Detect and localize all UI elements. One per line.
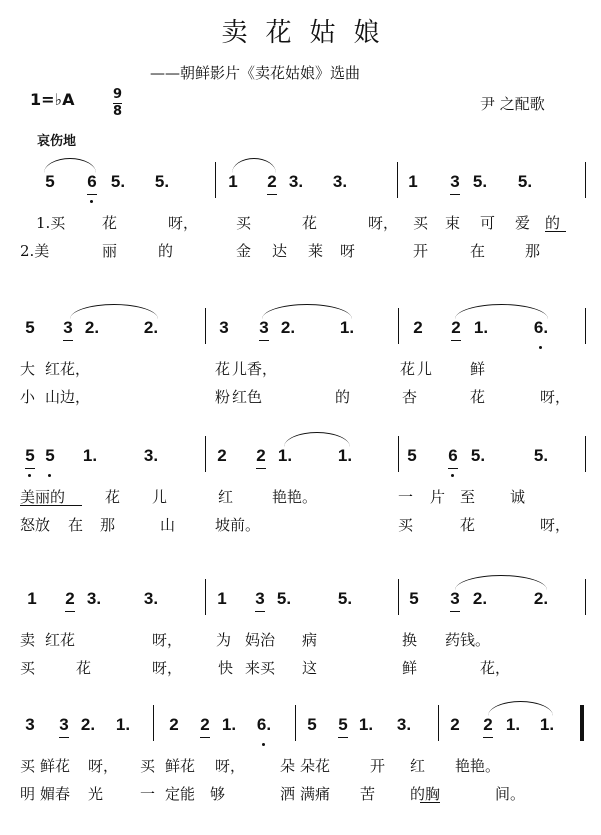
lyric-syllable: 一 [140, 785, 156, 803]
jianpu-note: 5. [276, 589, 292, 608]
lyric-syllable: 满痛 [300, 785, 331, 803]
song-title: 卖花姑娘 [221, 18, 398, 48]
jianpu-note: 3. [288, 172, 304, 191]
score-system-5 [0, 715, 601, 835]
lyric-line-1 [0, 629, 601, 651]
lyric-syllable: 呀， [368, 214, 399, 232]
lyric-syllable: 朵 [280, 757, 296, 775]
lyric-syllable: 儿 [417, 360, 433, 378]
lyric-syllable: 杏 [402, 388, 418, 406]
jianpu-note: 1. [505, 715, 521, 734]
jianpu-note: 5. [517, 172, 533, 191]
jianpu-note: 3 [56, 715, 72, 735]
bar-line [153, 705, 154, 741]
bar-line [205, 436, 206, 472]
lyric-syllable: 来买 [245, 659, 276, 677]
jianpu-note: 5 [22, 446, 38, 466]
lower-octave-dot [539, 346, 542, 349]
lyric-syllable: 丽 [102, 242, 118, 260]
jianpu-note: 1. [115, 715, 131, 734]
jianpu-note: 2 [448, 318, 464, 338]
lyric-syllable: 红色 [232, 388, 263, 406]
lyric-syllable: 那 [100, 516, 116, 534]
lyric-syllable: 呀， [540, 388, 571, 406]
jianpu-note: 5. [110, 172, 126, 191]
jianpu-note: 5 [335, 715, 351, 735]
note-row [0, 589, 601, 619]
lyric-syllable: 红 [410, 757, 426, 775]
lyric-syllable: 朵花 [300, 757, 331, 775]
lyric-syllable: 为 [216, 631, 232, 649]
jianpu-note: 5. [470, 446, 486, 465]
slur [262, 304, 352, 319]
lyric-line-2 [0, 514, 601, 536]
jianpu-note: 5 [42, 446, 58, 466]
lyric-syllable: 一 [398, 488, 414, 506]
lyric-syllable: 花 [460, 516, 476, 534]
lyric-syllable: 花 [76, 659, 92, 677]
lyric-syllable: 爱 [515, 214, 531, 232]
lyric-syllable: 卖 [20, 631, 36, 649]
lyric-syllable: 儿 [152, 488, 168, 506]
jianpu-note: 2 [217, 446, 227, 465]
lower-octave-dot [262, 743, 265, 746]
jianpu-note: 5. [533, 446, 549, 465]
bar-line [205, 579, 206, 615]
jianpu-note: 2. [280, 318, 296, 337]
lyric-line-1 [0, 212, 601, 234]
lyric-underline [545, 231, 566, 232]
jianpu-note: 1. [473, 318, 489, 337]
jianpu-note: 5 [45, 172, 55, 191]
note-row [0, 715, 601, 745]
note-row [0, 446, 601, 476]
bar-line [215, 162, 216, 198]
lyric-syllable: 小 [20, 388, 36, 406]
note-underline [483, 737, 493, 738]
jianpu-note: 2 [197, 715, 213, 735]
lyric-syllable: 呀， [88, 757, 119, 775]
jianpu-note: 2 [169, 715, 179, 734]
jianpu-note: 3 [447, 172, 463, 192]
jianpu-note: 2. [84, 318, 100, 337]
lyric-syllable: 定能 [165, 785, 196, 803]
lyric-syllable: 开 [370, 757, 386, 775]
note-underline [256, 468, 266, 469]
tempo-marking: 哀伤地 [37, 134, 77, 149]
bar-line [585, 436, 586, 472]
bar-line [398, 579, 399, 615]
lyric-syllable: 在 [470, 242, 486, 260]
bar-line [580, 705, 584, 741]
lyric-line-2 [0, 657, 601, 679]
lyric-syllable: 妈治 [245, 631, 276, 649]
note-underline [59, 737, 69, 738]
lyric-syllable: 2.美 [20, 242, 50, 260]
jianpu-note: 3. [143, 446, 159, 465]
lyric-syllable: 在 [68, 516, 84, 534]
lyric-syllable: 够 [210, 785, 226, 803]
score-system-3 [0, 446, 601, 566]
lyric-line-2 [0, 386, 601, 408]
lyric-syllable: 的 [335, 388, 351, 406]
arranger-credit: 尹 之配歌 [480, 95, 545, 113]
bar-line [397, 162, 398, 198]
lyric-line-1 [0, 486, 601, 508]
lyric-syllable: 药钱。 [445, 631, 491, 649]
lyric-syllable: 的 [158, 242, 174, 260]
note-underline [267, 194, 277, 195]
slur [44, 158, 96, 173]
jianpu-note: 3 [256, 318, 272, 338]
jianpu-note: 3. [86, 589, 102, 608]
jianpu-note: 1. [82, 446, 98, 465]
lyric-syllable: 红花， [45, 360, 91, 378]
lyric-syllable: 鲜花 [40, 757, 71, 775]
jianpu-note: 2. [80, 715, 96, 734]
lyric-syllable: 莱 [308, 242, 324, 260]
lyric-syllable: 怒放 [20, 516, 51, 534]
lyric-syllable: 1.买 [36, 214, 66, 232]
lyric-line-1 [0, 755, 601, 777]
jianpu-note: 6 [445, 446, 461, 466]
score-system-1 [0, 172, 601, 292]
meter-top: 9 [113, 87, 123, 102]
lyric-syllable: 花 [302, 214, 318, 232]
lyric-line-2 [0, 783, 601, 805]
lyric-syllable: 儿香， [232, 360, 278, 378]
lyric-syllable: 鲜 [402, 659, 418, 677]
lyric-line-2 [0, 240, 601, 262]
jianpu-note: 1. [358, 715, 374, 734]
jianpu-note: 5 [407, 446, 417, 465]
slur [70, 304, 158, 319]
jianpu-note: 3. [396, 715, 412, 734]
bar-line [585, 579, 586, 615]
lyric-line-1 [0, 358, 601, 380]
key-signature: 1=♭A [30, 90, 75, 109]
jianpu-note: 2. [533, 589, 549, 608]
note-underline [448, 468, 458, 469]
lyric-syllable: 鲜 [470, 360, 486, 378]
lyric-syllable: 买 [20, 659, 36, 677]
jianpu-note: 2 [253, 446, 269, 466]
lyric-syllable: 呀， [152, 659, 183, 677]
lyric-syllable: 的 [545, 214, 561, 232]
lyric-syllable: 呀， [215, 757, 246, 775]
jianpu-note: 3 [25, 715, 35, 734]
jianpu-note: 5. [337, 589, 353, 608]
note-underline [63, 340, 73, 341]
lyric-syllable: 间。 [495, 785, 526, 803]
lyric-syllable: 花 [102, 214, 118, 232]
jianpu-note: 2 [264, 172, 280, 192]
lyric-syllable: 明 [20, 785, 36, 803]
score-system-2 [0, 318, 601, 438]
lyric-syllable: 红 [218, 488, 234, 506]
jianpu-note: 3 [252, 589, 268, 609]
lyric-syllable: 呀， [168, 214, 199, 232]
jianpu-note: 6 [84, 172, 100, 192]
lower-octave-dot [451, 474, 454, 477]
lyric-syllable: 美丽的 [20, 488, 66, 506]
lower-octave-dot [90, 200, 93, 203]
lyric-syllable: 花 [105, 488, 121, 506]
jianpu-note: 1. [339, 318, 355, 337]
lyric-syllable: 呀， [152, 631, 183, 649]
note-underline [259, 340, 269, 341]
note-underline [25, 468, 35, 469]
lyric-syllable: 鲜花 [165, 757, 196, 775]
lyric-syllable: 买 [140, 757, 156, 775]
lyric-syllable: 洒 [280, 785, 296, 803]
jianpu-note: 1. [221, 715, 237, 734]
bar-line [205, 308, 206, 344]
jianpu-note: 1 [27, 589, 37, 608]
lyric-syllable: 大 [20, 360, 36, 378]
lyric-syllable: 病 [302, 631, 318, 649]
lyric-syllable: 的胸 [410, 785, 441, 803]
lyric-syllable: 至 [460, 488, 476, 506]
note-underline [200, 737, 210, 738]
lyric-syllable: 花 [400, 360, 416, 378]
lyric-syllable: 艳艳。 [455, 757, 501, 775]
jianpu-note: 2 [62, 589, 78, 609]
lyric-syllable: 买 [20, 757, 36, 775]
note-underline [451, 340, 461, 341]
lyric-syllable: 山边， [45, 388, 91, 406]
lyric-syllable: 达 [272, 242, 288, 260]
jianpu-note: 3 [447, 589, 463, 609]
jianpu-note: 5 [307, 715, 317, 734]
lyric-underline [20, 505, 82, 506]
meter-bottom: 8 [113, 104, 123, 119]
jianpu-note: 1 [408, 172, 418, 191]
lyric-syllable: 这 [302, 659, 318, 677]
lyric-syllable: 苦 [360, 785, 376, 803]
lyric-syllable: 花 [215, 360, 231, 378]
jianpu-note: 2 [480, 715, 496, 735]
jianpu-note: 5. [154, 172, 170, 191]
slur [455, 304, 548, 319]
bar-line [398, 436, 399, 472]
note-row [0, 318, 601, 348]
jianpu-note: 2. [472, 589, 488, 608]
note-underline [450, 194, 460, 195]
note-underline [65, 611, 75, 612]
jianpu-note: 3 [219, 318, 229, 337]
song-subtitle: ——朝鲜影片《卖花姑娘》选曲 [150, 64, 361, 82]
lyric-syllable: 买 [413, 214, 429, 232]
lower-octave-dot [28, 474, 31, 477]
slur [455, 575, 547, 590]
jianpu-note: 1. [277, 446, 293, 465]
note-underline [87, 194, 97, 195]
slur [232, 158, 276, 173]
lower-octave-dot [48, 474, 51, 477]
lyric-syllable: 花 [470, 388, 486, 406]
jianpu-note: 5 [409, 589, 419, 608]
jianpu-note: 1 [217, 589, 227, 608]
bar-line [585, 162, 586, 198]
lyric-syllable: 红花 [45, 631, 76, 649]
bar-line [398, 308, 399, 344]
lyric-syllable: 光 [88, 785, 104, 803]
lyric-syllable: 开 [413, 242, 429, 260]
lyric-syllable: 买 [398, 516, 414, 534]
jianpu-note: 2 [450, 715, 460, 734]
jianpu-note: 3. [143, 589, 159, 608]
lyric-syllable: 粉 [215, 388, 231, 406]
note-row [0, 172, 601, 202]
lyric-syllable: 束 [445, 214, 461, 232]
lyric-syllable: 艳艳。 [272, 488, 318, 506]
jianpu-note: 1. [337, 446, 353, 465]
lyric-syllable: 呀 [340, 242, 356, 260]
lyric-syllable: 买 [236, 214, 252, 232]
lyric-syllable: 坡前。 [215, 516, 261, 534]
time-signature [113, 88, 122, 119]
lyric-syllable: 诚 [510, 488, 526, 506]
jianpu-note: 3. [332, 172, 348, 191]
jianpu-note: 6. [533, 318, 549, 338]
lyric-syllable: 花， [480, 659, 511, 677]
note-underline [338, 737, 348, 738]
jianpu-note: 1 [228, 172, 238, 191]
jianpu-note: 6. [256, 715, 272, 735]
lyric-underline [420, 802, 440, 803]
note-underline [255, 611, 265, 612]
jianpu-note: 5. [472, 172, 488, 191]
lyric-syllable: 山 [160, 516, 176, 534]
lyric-syllable: 媚春 [40, 785, 71, 803]
lyric-syllable: 金 [236, 242, 252, 260]
lyric-syllable: 快 [218, 659, 234, 677]
lyric-syllable: 那 [525, 242, 541, 260]
jianpu-note: 2. [143, 318, 159, 337]
jianpu-note: 3 [60, 318, 76, 338]
bar-line [585, 308, 586, 344]
jianpu-note: 1. [539, 715, 555, 734]
note-underline [450, 611, 460, 612]
score-system-4 [0, 589, 601, 709]
bar-line [438, 705, 439, 741]
lyric-syllable: 片 [430, 488, 446, 506]
jianpu-note: 5 [25, 318, 35, 337]
lyric-syllable: 可 [480, 214, 496, 232]
lyric-syllable: 换 [402, 631, 418, 649]
lyric-syllable: 呀， [540, 516, 571, 534]
jianpu-note: 2 [413, 318, 423, 337]
bar-line [295, 705, 296, 741]
